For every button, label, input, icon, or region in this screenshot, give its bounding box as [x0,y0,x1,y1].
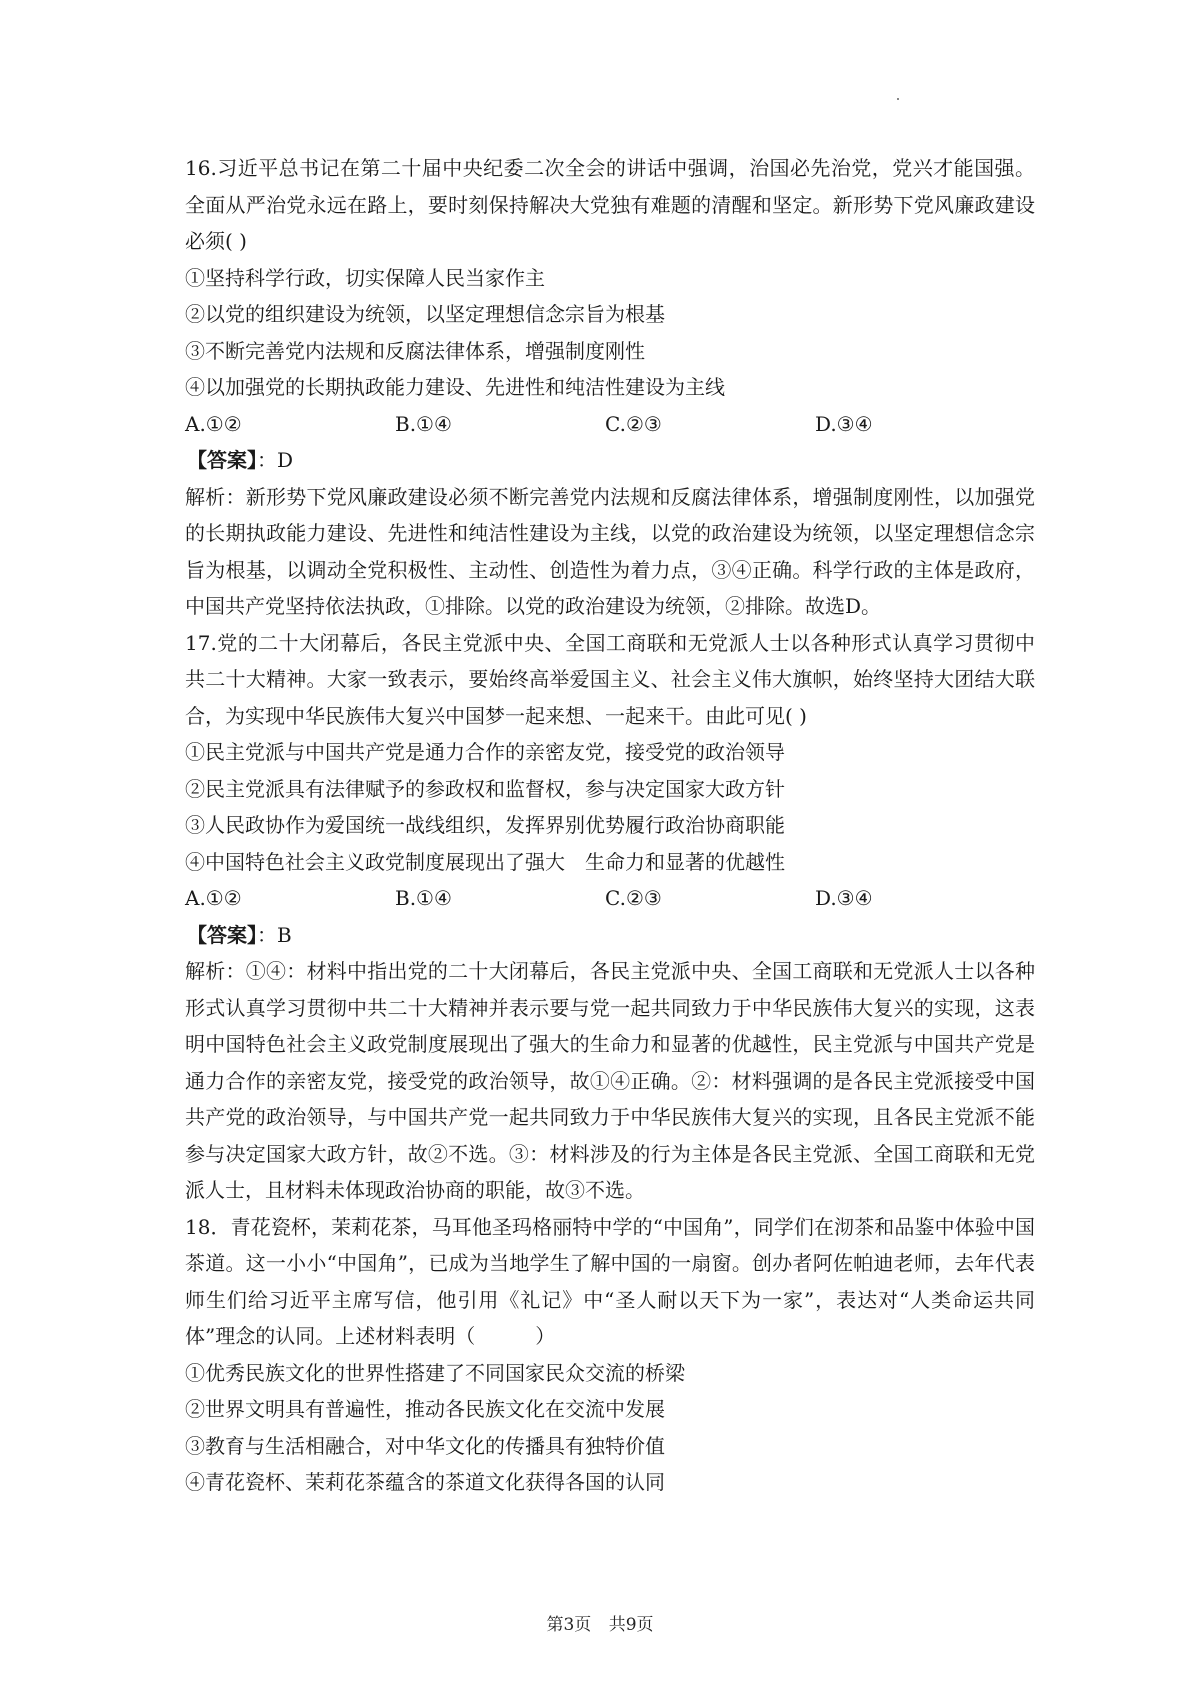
page-footer [0,1610,1200,1635]
q16-item-4: ④以加强党的长期执政能力建设、先进性和纯洁性建设为主线 [185,375,725,399]
q16-item-2: ②以党的组织建设为统领，以坚定理想信念宗旨为根基 [185,302,665,326]
q16-options [185,406,1035,443]
q18-stem: 18．青花瓷杯，茉莉花茶，马耳他圣玛格丽特中学的“中国角”，同学们在沏茶和品鉴中体验中国茶道。这一小小“中国角”，已成为当地学生了解中国的一扇窗。创办者阿佐帕迪老师，去年代表师生们给习近平主席写信，他引用《礼记》中“圣人耐以天下为一家”，表达对“人类命运共同体”理念的认同。上述材料表明（ ） [185,1214,1035,1348]
page-number: 第3页 [546,1615,592,1635]
q18-item-4: ④青花瓷杯、茉莉花茶蕴含的茶道文化获得各国的认同 [185,1470,665,1494]
q17-item-3: ③人民政协作为爱国统一战线组织，发挥界别优势履行政治协商职能 [185,813,785,837]
q17-option-c: C.②③ [605,886,662,910]
page-content [185,150,1035,1501]
q17-answer [185,917,1035,954]
q17-item-1: ①民主党派与中国共产党是通力合作的亲密友党，接受党的政治领导 [185,740,785,764]
q17-stem: 17.党的二十大闭幕后，各民主党派中央、全国工商联和无党派人士以各种形式认真学习贯彻中共二十大精神。大家一致表示，要始终高举爱国主义、社会主义伟大旗帜，始终坚持大团结大联合，为实现中华民族伟大复兴中国梦一起来想、一起来干。由此可见( ) [185,630,1035,728]
q16-option-b: B.①④ [395,411,452,436]
q16-answer-label: 【答案】 [187,448,257,472]
q17-option-d: D.③④ [815,886,873,910]
q17-item-2: ②民主党派具有法律赋予的参政权和监督权，参与决定国家大政方针 [185,776,785,801]
q16-item-3: ③不断完善党内法规和反腐法律体系，增强制度刚性 [185,338,645,363]
q17-analysis: 解析：①④：材料中指出党的二十大闭幕后，各民主党派中央、全国工商联和无党派人士以各种形式认真学习贯彻中共二十大精神并表示要与党一起共同致力于中华民族伟大复兴的实现，这表明中国特色社会主义政党制度展现出了强大的生命力和显著的优越性，民主党派与中国共产党是通力合作的亲密友党，接受党的政治领导，故①④正确。②：材料强调的是各民主党派接受中国共产党的政治领导，与中国共产党一起共同致力于中华民族伟大复兴的实现，且各民主党派不能参与决定国家大政方针，故②不选。③：材料涉及的行为主体是各民主党派、全国工商联和无党派人士，且材料未体现政治协商的职能，故③不选。 [185,959,1035,1202]
q16-analysis: 解析：新形势下党风廉政建设必须不断完善党内法规和反腐法律体系，增强制度刚性，以加强党的长期执政能力建设、先进性和纯洁性建设为主线，以党的政治建设为统领，以坚定理想信念宗旨为根基，以调动全党积极性、主动性、创造性为着力点，③④正确。科学行政的主体是政府，中国共产党坚持依法执政，①排除。以党的政治建设为统领，②排除。故选D。 [185,484,1035,618]
q16-option-a: A.①② [185,411,242,436]
page-total: 共9页 [608,1615,654,1635]
q18-item-3: ③教育与生活相融合，对中华文化的传播具有独特价值 [185,1433,665,1458]
q17-answer-value: ：B [257,922,292,947]
q16-answer-value: ：D [257,448,294,472]
q16-stem: 16.习近平总书记在第二十届中央纪委二次全会的讲话中强调，治国必先治党，党兴才能国强。全面从严治党永远在路上，要时刻保持解决大党独有难题的清醒和坚定。新形势下党风廉政建设必须( ) [185,156,1035,253]
q16-option-c: C.②③ [605,411,662,436]
q16-answer [185,442,1035,479]
scan-mark [897,98,899,100]
q17-options [185,880,1035,917]
q17-item-4: ④中国特色社会主义政党制度展现出了强大 生命力和显著的优越性 [185,849,785,874]
q17-option-b: B.①④ [395,886,452,910]
q16-item-1: ①坚持科学行政，切实保障人民当家作主 [185,265,545,290]
q17-answer-label: 【答案】 [187,922,257,947]
q16-option-d: D.③④ [815,411,873,436]
q17-option-a: A.①② [185,886,242,910]
q18-item-2: ②世界文明具有普遍性，推动各民族文化在交流中发展 [185,1397,665,1421]
q18-item-1: ①优秀民族文化的世界性搭建了不同国家民众交流的桥梁 [185,1360,685,1385]
